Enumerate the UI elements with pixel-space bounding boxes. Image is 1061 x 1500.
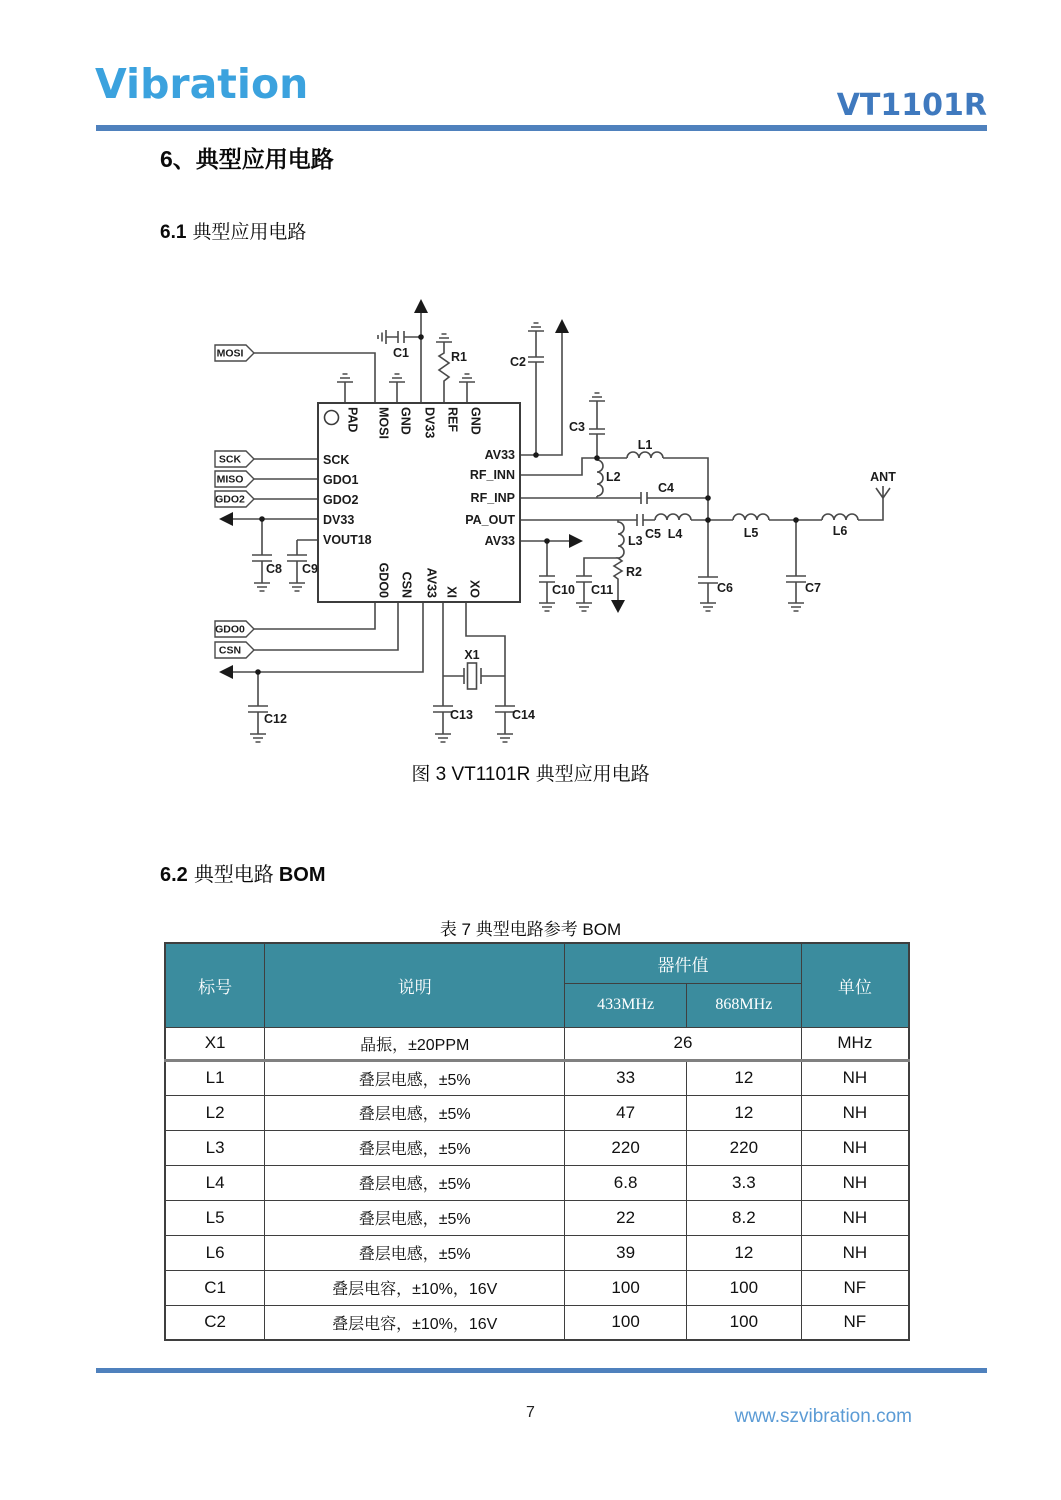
table-cell: 100 [686, 1270, 801, 1305]
tag-label: CSN [218, 644, 242, 657]
page-number: 7 [526, 1404, 535, 1421]
table-cell: C2 [165, 1305, 265, 1340]
component-label-l6: L6 [832, 524, 848, 538]
component-label-c3: C3 [569, 420, 585, 434]
component-label-l2: L2 [606, 470, 621, 484]
tag-label: MOSI [216, 347, 244, 360]
table-cell: 12 [686, 1095, 801, 1130]
table-cell: NH [801, 1060, 909, 1095]
table-cell: L6 [165, 1235, 265, 1270]
bom-table [164, 942, 910, 1341]
tag-label: GDO0 [215, 623, 245, 636]
component-label-c11: C11 [591, 583, 614, 597]
table-cell: MHz [801, 1027, 909, 1060]
component-label-c12: C12 [264, 712, 287, 726]
pin-label-pa-out: PA_OUT [465, 513, 515, 527]
table-cell: 叠层电感，±5% [265, 1130, 565, 1165]
component-label-c14: C14 [512, 708, 535, 722]
table-cell: 12 [686, 1060, 801, 1095]
component-label-x1: X1 [464, 648, 480, 662]
table-cell: NF [801, 1270, 909, 1305]
pin-label-xi: XI [444, 586, 459, 598]
tag-label: GDO2 [215, 493, 245, 506]
section-title-suffix: BOM [278, 864, 326, 886]
table-cell: 39 [565, 1235, 687, 1270]
pin-label-gdo1: GDO1 [323, 473, 359, 487]
table-cell: 叠层电感，±5% [265, 1235, 565, 1270]
table-cell: 100 [686, 1305, 801, 1340]
table-cell: 叠层电容，±10%，16V [265, 1305, 565, 1340]
table-cell: 26 [565, 1027, 802, 1060]
col-subheader-868: 868MHz [686, 983, 801, 1027]
table-row [165, 1305, 909, 1340]
table-cell: NH [801, 1200, 909, 1235]
component-label-l3: L3 [628, 534, 643, 548]
header-rule [96, 125, 987, 131]
table-cell: 22 [565, 1200, 687, 1235]
table-cell: 3.3 [686, 1165, 801, 1200]
pin-label-pad: PAD [345, 407, 360, 433]
pin-label-dv33: DV33 [323, 513, 355, 527]
table-cell: 晶振，±20PPM [265, 1027, 565, 1060]
table-cell: L5 [165, 1200, 265, 1235]
table-cell: 叠层电感，±5% [265, 1060, 565, 1095]
table-row [165, 1027, 909, 1060]
table-cell: NH [801, 1095, 909, 1130]
table-cell: X1 [165, 1027, 265, 1060]
tag-labels [215, 348, 245, 657]
pin-label-av33: AV33 [484, 448, 515, 462]
table-cell: NH [801, 1130, 909, 1165]
pin-label-gnd: GND [398, 407, 413, 435]
component-label-c5: C5 [645, 527, 661, 541]
table-cell: NF [801, 1305, 909, 1340]
section-title: 典型应用电路 [192, 222, 307, 243]
component-label-c1: C1 [393, 346, 409, 360]
section-6-2-heading [160, 858, 325, 887]
table-header-row [165, 943, 909, 983]
component-label-c13: C13 [450, 708, 473, 722]
component-label-l5: L5 [743, 526, 759, 540]
pin-label-csn: CSN [399, 571, 414, 598]
table-cell: 33 [565, 1060, 687, 1095]
table-row [165, 1165, 909, 1200]
component-label-c9: C9 [302, 562, 318, 576]
table-cell: 220 [565, 1130, 687, 1165]
table-cell: NH [801, 1165, 909, 1200]
table-cell: 220 [686, 1130, 801, 1165]
component-label-ant: ANT [870, 470, 896, 484]
pin-label-gnd2: GND [468, 407, 483, 435]
section-number: 6.2 [160, 864, 188, 886]
table-cell: L1 [165, 1060, 265, 1095]
component-label-r1: R1 [451, 350, 467, 364]
bom-table-body [165, 1027, 909, 1340]
component-label-c8: C8 [266, 562, 282, 576]
pin-label-ref: REF [445, 407, 460, 432]
table-cell: 叠层电感，±5% [265, 1200, 565, 1235]
section-6-1-heading [160, 217, 306, 244]
table-row [165, 1270, 909, 1305]
bom-table-head [165, 943, 909, 1027]
col-header-value: 器件值 [565, 943, 802, 983]
component-label-c4: C4 [658, 481, 674, 495]
tag-label: MISO [216, 473, 244, 486]
section-number: 6.1 [160, 222, 187, 243]
table-cell: 叠层电感，±5% [265, 1095, 565, 1130]
component-label-c6: C6 [717, 581, 733, 595]
section-6-heading: 6、典型应用电路 [160, 146, 334, 172]
section-title: 典型电路 [193, 864, 274, 886]
pin-label-gdo0: GDO0 [376, 562, 391, 598]
table-cell: 47 [565, 1095, 687, 1130]
table-cell: NH [801, 1235, 909, 1270]
component-label-c7: C7 [805, 581, 821, 595]
pin-label-vout18: VOUT18 [323, 533, 372, 547]
application-circuit-figure [0, 280, 1061, 790]
col-header-desc: 说明 [265, 943, 565, 1027]
pin-label-xo: XO [467, 579, 482, 598]
website-link[interactable]: www.szvibration.com [734, 1406, 912, 1427]
table-cell: C1 [165, 1270, 265, 1305]
tag-label: SCK [218, 453, 242, 466]
figure-caption: 图 3 VT1101R 典型应用电路 [411, 764, 650, 785]
component-label-r2: R2 [626, 565, 642, 579]
pin-label-dv33-top: DV33 [422, 407, 437, 439]
table-row [165, 1130, 909, 1165]
table-cell: L3 [165, 1130, 265, 1165]
component-label-c10: C10 [552, 583, 575, 597]
component-label-l4: L4 [667, 527, 683, 541]
vendor-logo: Vibration [95, 60, 309, 108]
pin-label-gdo2: GDO2 [323, 493, 359, 507]
pin-label-rf-inn: RF_INN [469, 468, 515, 482]
table-row [165, 1060, 909, 1095]
pin-label-av33-2: AV33 [484, 534, 515, 548]
product-title: VT1101R [836, 88, 987, 123]
table-caption: 表 7 典型电路参考 BOM [439, 920, 622, 939]
table-row [165, 1095, 909, 1130]
table-cell: 100 [565, 1305, 687, 1340]
component-label-c2: C2 [510, 355, 526, 369]
col-subheader-433: 433MHz [565, 983, 687, 1027]
component-label-l1: L1 [637, 438, 653, 452]
table-cell: 12 [686, 1235, 801, 1270]
table-cell: 8.2 [686, 1200, 801, 1235]
table-cell: 叠层电容，±10%，16V [265, 1270, 565, 1305]
table-cell: 100 [565, 1270, 687, 1305]
table-row [165, 1200, 909, 1235]
table-row [165, 1235, 909, 1270]
table-cell: L4 [165, 1165, 265, 1200]
col-header-ref: 标号 [165, 943, 265, 1027]
col-header-unit: 单位 [801, 943, 909, 1027]
footer-rule [96, 1368, 987, 1373]
table-cell: 6.8 [565, 1165, 687, 1200]
pin-label-mosi: MOSI [376, 407, 391, 439]
pin-label-rf-inp: RF_INP [470, 491, 515, 505]
table-cell: L2 [165, 1095, 265, 1130]
table-cell: 叠层电感，±5% [265, 1165, 565, 1200]
pin-label-av33-b: AV33 [424, 567, 439, 598]
pin-label-sck: SCK [323, 453, 350, 467]
